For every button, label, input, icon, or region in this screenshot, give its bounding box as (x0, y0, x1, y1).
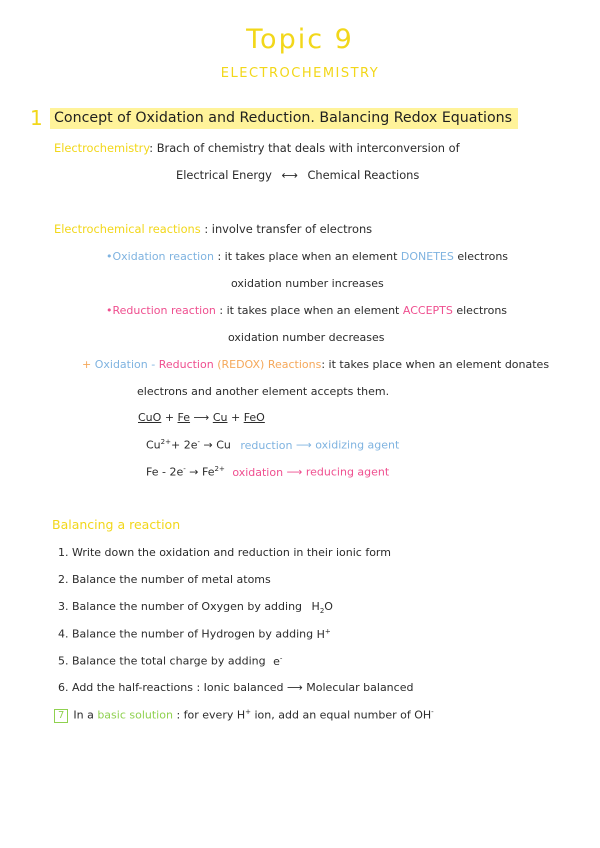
equation-plus: + (164, 411, 175, 424)
arrow-icon: → (189, 465, 199, 479)
oxidation-label: oxidation (232, 465, 284, 479)
redox-text: : it takes place when an element donates (321, 358, 550, 371)
balancing-step-7 (54, 708, 434, 723)
charge: - (183, 465, 186, 473)
electrochemical-reactions-term: Electrochemical reactions (54, 222, 201, 236)
half-reaction-oxidation (146, 465, 389, 479)
formula-charge: - (431, 708, 434, 716)
formula-e: e (273, 654, 280, 668)
half-reaction-electrons: + 2e (170, 438, 198, 452)
redox-term-reactions: Reactions (267, 358, 322, 371)
oxidation-keyword: DONETES (400, 250, 454, 263)
arrow-icon: → (203, 438, 213, 452)
oxidation-reaction-text-end: electrons (457, 250, 509, 263)
electrochemistry-definition (54, 141, 460, 155)
equation-fe: Fe (177, 411, 191, 424)
formula-h: H (311, 600, 320, 613)
formula-charge: + (324, 627, 331, 635)
step-text: 3. Balance the number of Oxygen by adding (58, 600, 303, 613)
reduction-keyword: ACCEPTS (402, 304, 453, 317)
balancing-step-5 (58, 654, 282, 668)
arrow-icon: ⟶ (296, 438, 312, 452)
equation-arrow-icon: ⟶ (193, 411, 210, 424)
oxidation-number-increases: oxidation number increases (231, 277, 384, 290)
step7-text: : for every H (176, 708, 246, 722)
bullet-icon: • (106, 304, 113, 317)
electrical-energy: Electrical Energy (176, 168, 272, 182)
half-reaction-product: Cu (216, 438, 231, 452)
electrochemistry-term: Electrochemistry (54, 141, 150, 155)
oxidation-reaction-text: : it takes place when an element (217, 250, 398, 263)
step-text: 4. Balance the number of Hydrogen by adding (58, 627, 314, 641)
reduction-reaction-term: Reduction reaction (112, 304, 216, 317)
energy-conversion (176, 168, 419, 182)
oxidation-reaction-term: Oxidation reaction (112, 250, 214, 263)
redox-text-line2: electrons and another element accepts them. (137, 385, 390, 398)
hydrogen-ion (317, 628, 331, 641)
step-text: 5. Balance the total charge by adding (58, 654, 266, 668)
reduction-reaction-text-end: electrons (456, 304, 508, 317)
oxidizing-agent-label: oxidizing agent (315, 438, 400, 452)
equation-cuo: CuO (138, 411, 162, 424)
equation-cu: Cu (212, 411, 228, 424)
page-subtitle: ELECTROCHEMISTRY (220, 66, 380, 81)
equation-feo: FeO (243, 411, 265, 424)
redox-equation (138, 411, 265, 424)
step7-prefix: In a (73, 708, 94, 722)
half-reaction-reduction (146, 438, 399, 452)
balancing-heading: Balancing a reaction (52, 517, 181, 532)
oxidation-number-decreases: oxidation number decreases (228, 331, 385, 344)
section-number: 1 (30, 106, 43, 130)
balancing-step-1: 1. Write down the oxidation and reduction in their ionic form (58, 546, 391, 559)
chemical-reactions: Chemical Reactions (307, 168, 420, 182)
step-number-box: 7 (54, 709, 68, 723)
electron-symbol (273, 655, 282, 668)
formula-h: H (316, 627, 325, 641)
balancing-step-3 (58, 600, 333, 615)
balancing-step-6: 6. Add the half-reactions : Ionic balanced ⟶ Molecular balanced (58, 681, 414, 694)
double-arrow-icon: ⟷ (281, 168, 298, 182)
balancing-step-2: 2. Balance the number of metal atoms (58, 573, 271, 586)
half-reaction-lhs: Cu (146, 438, 161, 452)
charge: - (197, 438, 200, 446)
electrochemistry-text: : Brach of chemistry that deals with interconversion of (149, 141, 460, 155)
charge: 2+ (160, 438, 171, 446)
step7-text2: ion, add an equal number of OH (254, 708, 432, 722)
redox-term-abbrev: (REDOX) (217, 358, 265, 371)
electrochemical-reactions-text: : involve transfer of electrons (204, 222, 373, 236)
basic-solution-keyword: basic solution (97, 708, 173, 722)
formula-o: O (324, 600, 333, 613)
reduction-reaction-line (106, 304, 507, 317)
reduction-reaction-text: : it takes place when an element (219, 304, 400, 317)
redox-reactions-line (82, 358, 549, 371)
page-title: Topic 9 (246, 24, 354, 55)
oxidation-reaction-line (106, 250, 508, 263)
plus-icon: + (82, 358, 92, 371)
redox-term-oxidation: Oxidation - (94, 358, 159, 371)
formula-charge: + (245, 708, 251, 716)
water-formula (311, 600, 333, 616)
electrochemical-reactions-definition (54, 222, 372, 236)
reducing-agent-label: reducing agent (305, 465, 390, 479)
charge: 2+ (214, 465, 225, 473)
arrow-icon: ⟶ (286, 465, 303, 479)
reduction-label: reduction (240, 438, 293, 452)
formula-subscript: 2 (319, 607, 325, 616)
bullet-icon: • (106, 250, 113, 263)
formula-charge: - (279, 654, 283, 662)
half-reaction-lhs: Fe - 2e (146, 465, 184, 479)
balancing-step-4 (58, 627, 331, 641)
redox-term-reduction: Reduction (158, 358, 214, 371)
half-reaction-product: Fe (201, 465, 215, 479)
equation-plus: + (230, 411, 241, 424)
section-heading: Concept of Oxidation and Reduction. Balancing Redox Equations (50, 108, 518, 129)
